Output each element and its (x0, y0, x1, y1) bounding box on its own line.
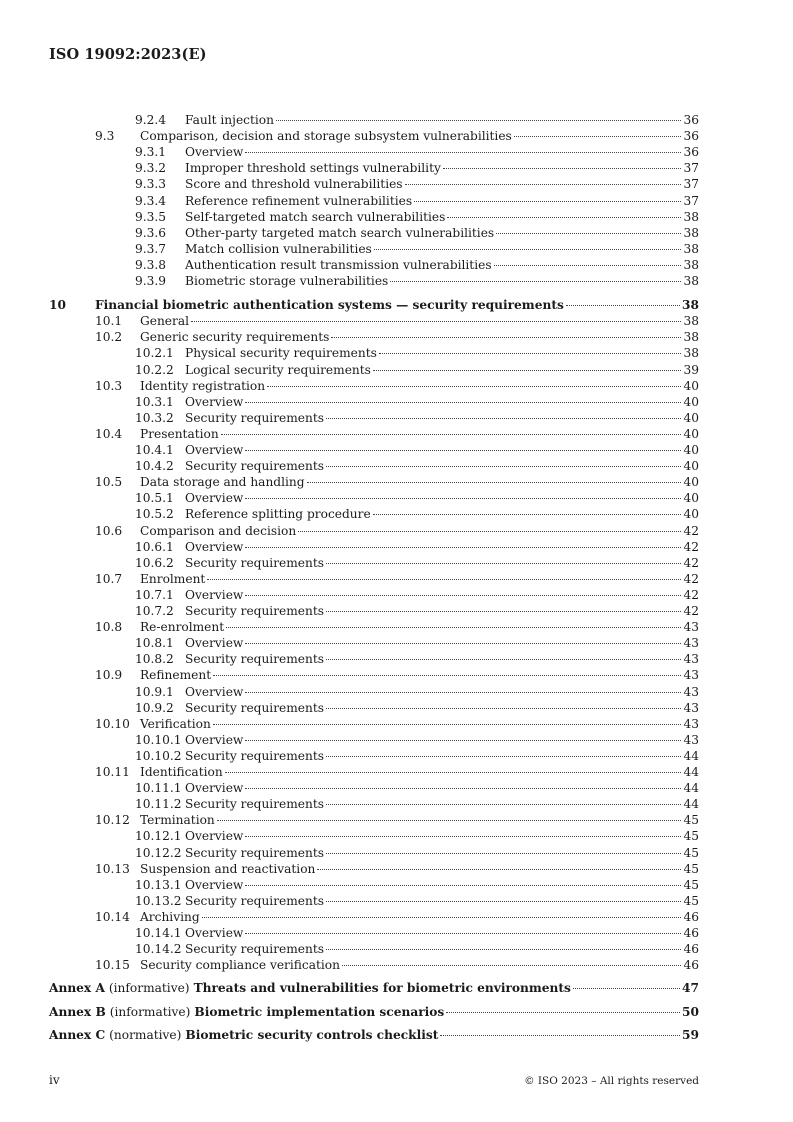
dot-leader (307, 482, 682, 483)
dot-leader (326, 901, 681, 902)
toc-entry[interactable] (0, 700, 793, 716)
toc-entry-title: Score and threshold vulnerabilities (185, 177, 403, 192)
toc-entry-title: Security requirements (185, 555, 325, 570)
dot-leader (245, 740, 681, 741)
toc-entry-page: 43 (683, 700, 699, 715)
annex-label: Annex C (49, 1028, 106, 1043)
toc-entry-title: Security requirements (185, 797, 325, 812)
annex-label: Annex A (49, 981, 105, 996)
toc-entry[interactable] (0, 732, 793, 748)
toc-entry-page: 40 (683, 394, 699, 409)
dot-leader (342, 965, 681, 966)
toc-entry-number: 9.3.9 (135, 274, 167, 288)
toc-entry-page: 42 (683, 555, 699, 570)
toc-entry-number: 10.5 (95, 475, 123, 490)
dot-leader (317, 869, 681, 870)
annex-entry[interactable] (0, 1004, 793, 1020)
toc-entry[interactable] (0, 176, 793, 192)
toc-entry-number: 10.6 (95, 523, 123, 538)
dot-leader (326, 659, 681, 660)
dot-leader (245, 885, 681, 886)
dot-leader (245, 547, 681, 548)
toc-entry-page: 45 (683, 861, 699, 876)
toc-entry-title: Generic security requirements (140, 330, 330, 345)
toc-entry-number: 10.15 (95, 958, 130, 973)
toc-entry-page: 38 (683, 241, 699, 256)
toc-entry-page: 44 (683, 797, 699, 812)
toc-entry-page: 40 (683, 426, 699, 441)
dot-leader (245, 498, 681, 499)
toc-entry-title: Enrolment (140, 571, 206, 586)
toc-entry-number: 10.10.2 (135, 748, 182, 763)
toc-entry[interactable] (0, 112, 793, 128)
toc-entry-number: 10.1 (95, 314, 123, 329)
dot-leader (373, 514, 682, 515)
toc-entry-number: 9.3.1 (135, 145, 167, 160)
toc-entry-title: Overview (185, 829, 244, 844)
toc-entry-number: 10.11.1 (135, 781, 182, 796)
toc-entry[interactable] (0, 796, 793, 812)
toc-entry-title: Comparison and decision (140, 523, 297, 538)
toc-entry[interactable] (0, 273, 793, 289)
toc-entry-number: 10.6.1 (135, 539, 174, 554)
toc-entry[interactable] (0, 426, 793, 442)
toc-entry-title: Presentation (140, 426, 219, 441)
toc-entry-title: Overview (185, 587, 244, 602)
toc-entry-title: Comparison, decision and storage subsystem vulnerabilities (140, 129, 512, 144)
toc-entry[interactable] (0, 780, 793, 796)
dot-leader (217, 820, 682, 821)
toc-entry-page: 40 (683, 378, 699, 393)
toc-entry-number: 10.8 (95, 620, 123, 635)
toc-entry-title: Security requirements (185, 845, 325, 860)
annex-entry[interactable] (0, 1027, 793, 1043)
toc-entry-number: 10.12.2 (135, 845, 182, 860)
toc-entry-number: 10.4.1 (135, 443, 174, 457)
toc-entry-number: 10.8.1 (135, 636, 174, 651)
dot-leader (326, 949, 681, 950)
toc-entry-title: Security requirements (185, 652, 325, 667)
toc-entry-title: General (140, 314, 189, 329)
toc-entry[interactable] (0, 394, 793, 410)
toc-entry-page: 43 (683, 636, 699, 651)
toc-entry-number: 10.4 (95, 426, 123, 441)
toc-entry-title: Re-enrolment (140, 620, 225, 635)
toc-entry-title: Verification (140, 716, 211, 731)
annex-title: Threats and vulnerabilities for biometric environments (193, 981, 571, 996)
toc-entry-number: 10.8.2 (135, 652, 174, 667)
toc-entry[interactable] (0, 925, 793, 941)
dot-leader (221, 434, 682, 435)
toc-entry-number: 10.11 (95, 765, 130, 779)
toc-entry-number: 10.10 (95, 716, 130, 731)
toc-entry-page: 40 (683, 443, 699, 457)
toc-entry[interactable] (0, 828, 793, 844)
dot-leader (226, 627, 681, 628)
dot-leader (326, 756, 681, 757)
toc-entry[interactable] (0, 651, 793, 667)
dot-leader (496, 233, 681, 234)
toc-entry-title: Overview (185, 732, 244, 747)
toc-entry[interactable] (0, 442, 793, 458)
toc-entry-title: Logical security requirements (185, 362, 371, 377)
toc-entry-page: 43 (683, 620, 699, 635)
dot-leader (446, 1012, 680, 1013)
toc-entry[interactable] (0, 345, 793, 361)
toc-entry-title: Self-targeted match search vulnerabilities (185, 209, 446, 224)
dot-leader (245, 692, 681, 693)
toc-entry[interactable] (0, 257, 793, 273)
toc-entry-number: 9.3.3 (135, 177, 167, 192)
toc-entry[interactable] (0, 603, 793, 619)
toc-entry-number: 10.9.2 (135, 700, 174, 715)
toc-entry[interactable] (0, 362, 793, 378)
toc-entry-title: Identification (140, 765, 223, 779)
toc-entry[interactable] (0, 160, 793, 176)
toc-entry-number: 10.14.1 (135, 926, 182, 940)
toc-entry-number: 10.12 (95, 813, 130, 828)
toc-entry-title: Overview (185, 781, 244, 796)
toc-entry-number: 10.5.2 (135, 507, 174, 522)
toc-entry[interactable] (0, 748, 793, 764)
dot-leader (326, 611, 681, 612)
dot-leader (191, 321, 681, 322)
document-header: ISO 19092:2023(E) (49, 46, 207, 63)
annex-page: 59 (682, 1028, 699, 1043)
dot-leader (202, 917, 682, 918)
toc-entry[interactable] (0, 635, 793, 651)
toc-entry-number: 10.7.1 (135, 587, 174, 602)
toc-entry-page: 40 (683, 410, 699, 425)
toc-entry-title: Other-party targeted match search vulnerabilities (185, 225, 495, 240)
toc-entry[interactable] (0, 667, 793, 683)
annex-title: Biometric security controls checklist (185, 1028, 439, 1043)
dot-leader (374, 249, 682, 250)
toc-entry[interactable] (0, 225, 793, 241)
toc-entry-title: Overview (185, 877, 244, 892)
toc-entry[interactable] (0, 329, 793, 345)
toc-entry-title: Reference splitting procedure (185, 507, 371, 522)
dot-leader (440, 1035, 680, 1036)
dot-leader (326, 418, 681, 419)
toc-entry-title: Archiving (140, 909, 200, 924)
dot-leader (566, 305, 680, 306)
toc-entry[interactable] (0, 313, 793, 329)
dot-leader (379, 353, 682, 354)
dot-leader (207, 579, 681, 580)
toc-entry-page: 37 (683, 193, 699, 208)
toc-entry-page: 45 (683, 877, 699, 892)
toc-entry-page: 38 (683, 314, 699, 329)
toc-entry-number: 10.7.2 (135, 604, 174, 618)
dot-leader (373, 370, 682, 371)
toc-entry-number: 9.2.4 (135, 113, 167, 127)
toc-entry-page: 38 (683, 330, 699, 345)
toc-entry-page: 43 (683, 668, 699, 683)
toc-entry-number: 9.3.7 (135, 241, 167, 256)
toc-entry-title: Financial biometric authentication systems — security requirements (95, 298, 564, 313)
toc-entry-title: Match collision vulnerabilities (185, 241, 372, 256)
toc-entry-title: Overview (185, 394, 244, 409)
dot-leader (213, 724, 682, 725)
toc-entry-title: Security requirements (185, 748, 325, 763)
toc-entry-title: Data storage and handling (140, 475, 305, 490)
toc-entry-title: Overview (185, 684, 244, 699)
toc-entry[interactable] (0, 861, 793, 877)
toc-entry-number: 10.2.1 (135, 346, 174, 361)
toc-entry-number: 9.3.8 (135, 257, 167, 272)
toc-entry[interactable] (0, 764, 793, 780)
dot-leader (494, 265, 682, 266)
toc-entry-number: 10.2.2 (135, 362, 174, 377)
toc-entry-number: 10.3 (95, 378, 123, 393)
toc-entry-number: 10.7 (95, 571, 123, 586)
dot-leader (405, 184, 682, 185)
toc-entry-page: 36 (683, 145, 699, 160)
dot-leader (245, 402, 681, 403)
toc-entry[interactable] (0, 555, 793, 571)
toc-entry[interactable] (0, 587, 793, 603)
toc-entry-title: Overview (185, 443, 244, 457)
toc-entry[interactable] (0, 193, 793, 209)
copyright-notice: © ISO 2023 – All rights reserved (524, 1075, 699, 1087)
toc-entry-number: 10.10.1 (135, 732, 182, 747)
dot-leader (245, 933, 681, 934)
toc-entry-page: 45 (683, 893, 699, 908)
toc-entry-number: 9.3.5 (135, 209, 167, 224)
dot-leader (414, 201, 681, 202)
toc-entry-page: 44 (683, 765, 699, 779)
toc-entry-number: 10.14.2 (135, 942, 182, 957)
toc-entry-number: 10.12.1 (135, 829, 182, 844)
toc-entry[interactable] (0, 909, 793, 925)
annex-kind: (informative) (109, 1004, 191, 1019)
toc-entry-page: 43 (683, 684, 699, 699)
toc-entry-page: 46 (683, 958, 699, 973)
toc-entry-page: 42 (683, 539, 699, 554)
toc-entry[interactable] (0, 571, 793, 587)
toc-entry-title: Overview (185, 636, 244, 651)
toc-entry-page: 36 (683, 113, 699, 127)
toc-entry-number: 10.13.1 (135, 877, 182, 892)
annex-kind: (informative) (108, 981, 190, 996)
toc-entry-page: 37 (683, 161, 699, 176)
dot-leader (326, 708, 681, 709)
page-number: iv (49, 1073, 60, 1087)
annex-page: 47 (682, 981, 699, 996)
toc-entry-page: 43 (683, 732, 699, 747)
toc-entry-title: Identity registration (140, 378, 266, 393)
toc-entry-title: Improper threshold settings vulnerability (185, 161, 441, 176)
toc-entry-page: 38 (683, 274, 699, 288)
toc-entry-title: Overview (185, 539, 244, 554)
toc-entry[interactable] (0, 716, 793, 732)
toc-entry-page: 45 (683, 845, 699, 860)
toc-entry-title: Termination (140, 813, 215, 828)
toc-entry-page: 44 (683, 748, 699, 763)
toc-entry[interactable] (0, 957, 793, 973)
toc-entry-page: 45 (683, 813, 699, 828)
toc-entry[interactable] (0, 812, 793, 828)
dot-leader (245, 643, 681, 644)
toc-entry-number: 9.3.2 (135, 161, 167, 176)
toc-entry-page: 40 (683, 491, 699, 506)
toc-entry-page: 39 (683, 362, 699, 377)
toc-entry-page: 46 (683, 926, 699, 940)
dot-leader (245, 836, 681, 837)
toc-entry-title: Authentication result transmission vulnerabilities (185, 257, 492, 272)
dot-leader (245, 788, 681, 789)
toc-entry-title: Reference refinement vulnerabilities (185, 193, 413, 208)
toc-entry-number: 10.6.2 (135, 555, 174, 570)
dot-leader (213, 675, 681, 676)
toc-entry-number: 10.13 (95, 861, 130, 876)
toc-entry-title: Security requirements (185, 459, 325, 474)
toc-entry[interactable] (0, 297, 793, 313)
toc-entry[interactable] (0, 474, 793, 490)
toc-entry-page: 40 (683, 507, 699, 522)
dot-leader (298, 531, 681, 532)
toc-entry[interactable] (0, 619, 793, 635)
toc-entry-page: 43 (683, 716, 699, 731)
toc-entry-title: Fault injection (185, 113, 274, 127)
toc-entry[interactable] (0, 144, 793, 160)
toc-entry-number: 10.9.1 (135, 684, 174, 699)
toc-entry[interactable] (0, 877, 793, 893)
dot-leader (245, 152, 681, 153)
dot-leader (447, 217, 681, 218)
annex-label: Annex B (49, 1004, 106, 1019)
toc-entry-number: 10.4.2 (135, 459, 174, 474)
toc-entry-page: 42 (683, 604, 699, 618)
toc-entry-page: 46 (683, 909, 699, 924)
toc-entry-number: 10.11.2 (135, 797, 182, 812)
toc-entry-page: 37 (683, 177, 699, 192)
annex-entry[interactable] (0, 980, 793, 996)
dot-leader (514, 136, 682, 137)
toc-entry-title: Security requirements (185, 942, 325, 957)
toc-entry[interactable] (0, 410, 793, 426)
dot-leader (390, 281, 681, 282)
toc-entry-page: 36 (683, 129, 699, 144)
toc-entry[interactable] (0, 506, 793, 522)
toc-entry-number: 9.3.6 (135, 225, 167, 240)
toc-entry-number: 10.13.2 (135, 893, 182, 908)
toc-entry-title: Security requirements (185, 893, 325, 908)
toc-entry-title: Physical security requirements (185, 346, 377, 361)
toc-entry[interactable] (0, 128, 793, 144)
toc-entry-page: 45 (683, 829, 699, 844)
dot-leader (326, 804, 681, 805)
toc-entry-page: 42 (683, 571, 699, 586)
toc-entry-title: Overview (185, 926, 244, 940)
toc-entry[interactable] (0, 378, 793, 394)
dot-leader (245, 595, 681, 596)
toc-entry-page: 44 (683, 781, 699, 796)
toc-entry-page: 46 (683, 942, 699, 957)
annex-title: Biometric implementation scenarios (194, 1004, 445, 1019)
toc-entry[interactable] (0, 490, 793, 506)
toc-entry-title: Security requirements (185, 604, 325, 618)
toc-entry-title: Suspension and reactivation (140, 861, 316, 876)
toc-entry[interactable] (0, 241, 793, 257)
annex-page: 50 (682, 1004, 699, 1019)
toc-entry-page: 42 (683, 587, 699, 602)
toc-entry-number: 9.3 (95, 129, 115, 144)
dot-leader (573, 988, 680, 989)
toc-entry[interactable] (0, 539, 793, 555)
toc-entry-title: Overview (185, 145, 244, 160)
toc-entry[interactable] (0, 893, 793, 909)
toc-entry[interactable] (0, 845, 793, 861)
toc-entry-title: Refinement (140, 668, 212, 683)
toc-entry-number: 10.14 (95, 909, 130, 924)
dot-leader (443, 168, 682, 169)
toc-entry-title: Overview (185, 491, 244, 506)
toc-entry-page: 38 (683, 209, 699, 224)
toc-entry-number: 10.3.1 (135, 394, 174, 409)
dot-leader (326, 563, 681, 564)
toc-entry-number: 9.3.4 (135, 193, 167, 208)
toc-entry-number: 10.5.1 (135, 491, 174, 506)
dot-leader (326, 466, 681, 467)
toc-entry-page: 38 (682, 298, 699, 313)
toc-entry-page: 38 (683, 346, 699, 361)
toc-entry-title: Security requirements (185, 700, 325, 715)
toc-entry[interactable] (0, 209, 793, 225)
toc-entry-title: Security compliance verification (140, 958, 340, 973)
toc-entry-title: Biometric storage vulnerabilities (185, 274, 389, 288)
toc-entry-page: 42 (683, 523, 699, 538)
toc-entry-page: 40 (683, 475, 699, 490)
dot-leader (331, 337, 681, 338)
toc-entry[interactable] (0, 684, 793, 700)
toc-entry[interactable] (0, 458, 793, 474)
toc-entry-page: 38 (683, 225, 699, 240)
annex-kind: (normative) (109, 1028, 182, 1043)
toc-entry-number: 10.3.2 (135, 410, 174, 425)
toc-entry-number: 10 (49, 298, 66, 313)
toc-entry-page: 38 (683, 257, 699, 272)
toc-entry[interactable] (0, 941, 793, 957)
toc-entry-title: Security requirements (185, 410, 325, 425)
dot-leader (267, 386, 681, 387)
dot-leader (326, 853, 681, 854)
toc-entry-page: 43 (683, 652, 699, 667)
toc-entry[interactable] (0, 523, 793, 539)
dot-leader (276, 120, 682, 121)
toc-entry-number: 10.2 (95, 330, 123, 345)
toc-entry-number: 10.9 (95, 668, 123, 683)
dot-leader (245, 450, 681, 451)
toc-entry-page: 40 (683, 459, 699, 474)
dot-leader (225, 772, 682, 773)
